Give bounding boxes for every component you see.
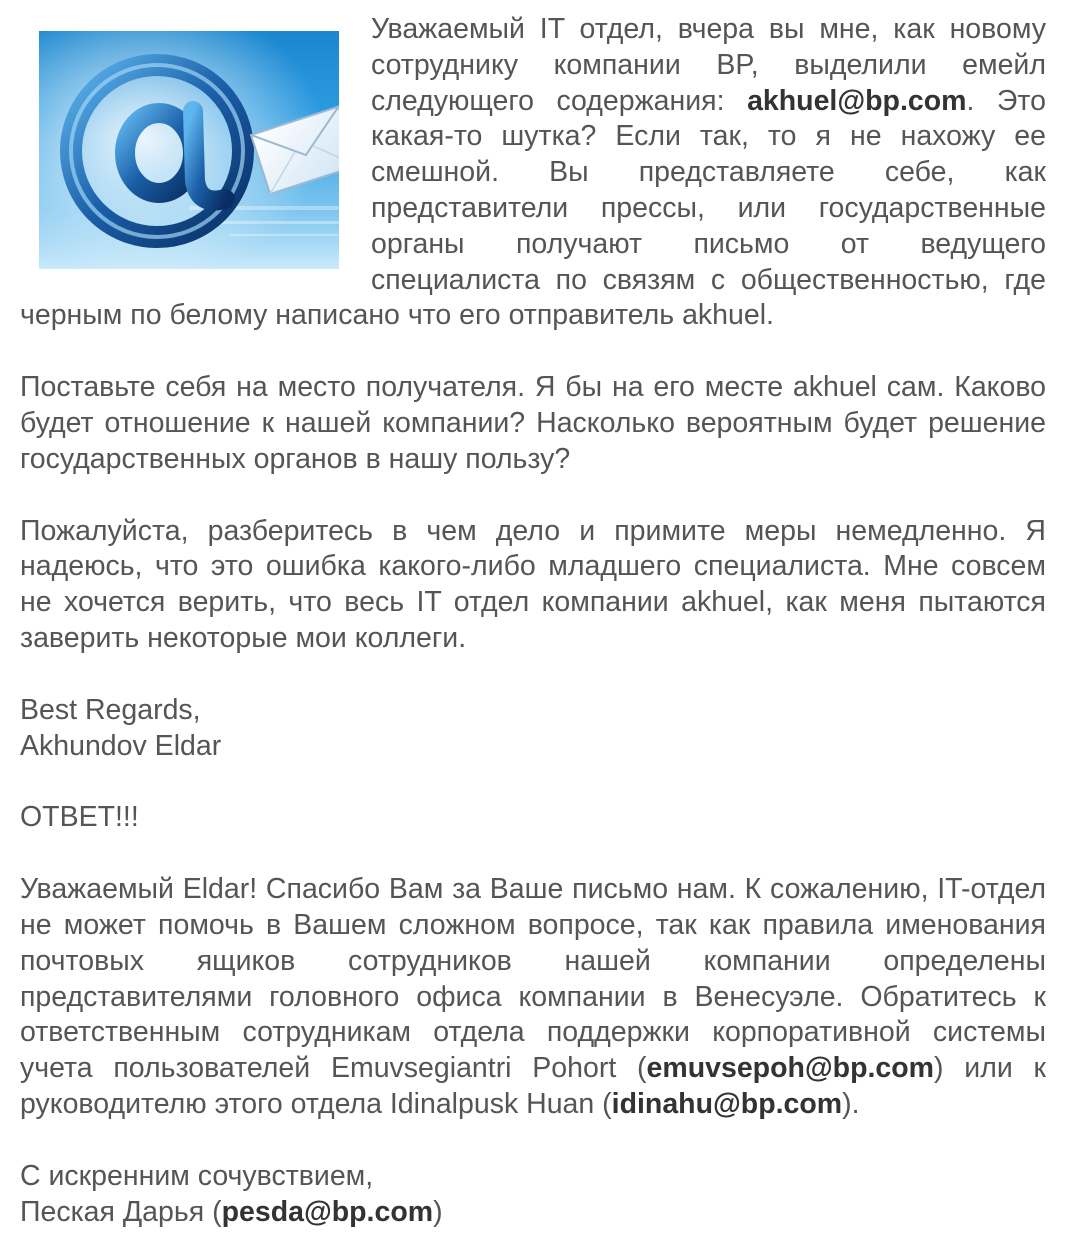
reply-text-a: Уважаемый Eldar! Спасибо Вам за Ваше письмо нам. К сожалению, IT-отдел не может помочь в Вашем сложном вопросе, так как правила именования почтовых ящиков сотрудников нашей компании определены представителями головного офиса компании в Венесуэле. Обратитесь к ответственным сотрудникам отдела поддержки корпоративной системы учета пользователей Emuvsegiantri Pohort ( (20, 873, 1046, 1085)
letter-paragraph-3: Пожалуйста, разберитесь в чем дело и примите меры немедленно. Я надеюсь, что это ошибка какого-либо младшего специалиста. Мне совсем не хочется верить, что весь IT отдел компании akhuel, как меня пытаются заверить некоторые мои коллеги. (20, 514, 1046, 654)
reply-signature-greeting: С искренним сочувствием, (20, 1159, 374, 1192)
reply-signature-name-a: Пеская Дарья ( (20, 1195, 222, 1228)
reply-text-c: ). (842, 1087, 860, 1120)
email-address-emuvsepoh: emuvsepoh@bp.com (646, 1052, 935, 1085)
email-illustration (39, 31, 339, 269)
email-at-envelope-icon (39, 31, 339, 269)
reply-paragraph (20, 872, 1046, 1123)
signature-greeting: Best Regards, (20, 693, 201, 726)
letter-p1-text-a: Уважаемый IT отдел, вчера вы мне, как новому сотруднику компании BP, выделили емейл следующего содержания: (371, 13, 1046, 117)
reply-signature-name-b: ) (433, 1195, 443, 1228)
reply-text-b: ) или к руководителю этого отдела Idinalpusk Huan ( (20, 1052, 1046, 1120)
email-address-idinahu: idinahu@bp.com (611, 1087, 843, 1120)
reply-signature (20, 1159, 1046, 1231)
letter-paragraph-2: Поставьте себя на место получателя. Я бы на его месте akhuel сам. Каково будет отношение к нашей компании? Насколько вероятным будет решение государственных органов в нашу пользу? (20, 371, 1046, 475)
reply-signature-name (20, 1195, 1046, 1231)
email-address-akhuel: akhuel@bp.com (747, 84, 967, 117)
signature-name: Akhundov Eldar (20, 729, 222, 762)
letter-signature (20, 693, 1046, 765)
reply-heading: ОТВЕТ!!! (20, 801, 139, 834)
email-address-pesda: pesda@bp.com (221, 1195, 434, 1228)
letter-p1-text-b: . Это какая-то шутка? Если так, то я не нахожу ее смешной. Вы представляете себе, как представители прессы, или государственные органы получают письмо от ведущего специалиста по связям с общественностью, где черным по белому написано что его отправитель akhuel. (20, 84, 1046, 332)
